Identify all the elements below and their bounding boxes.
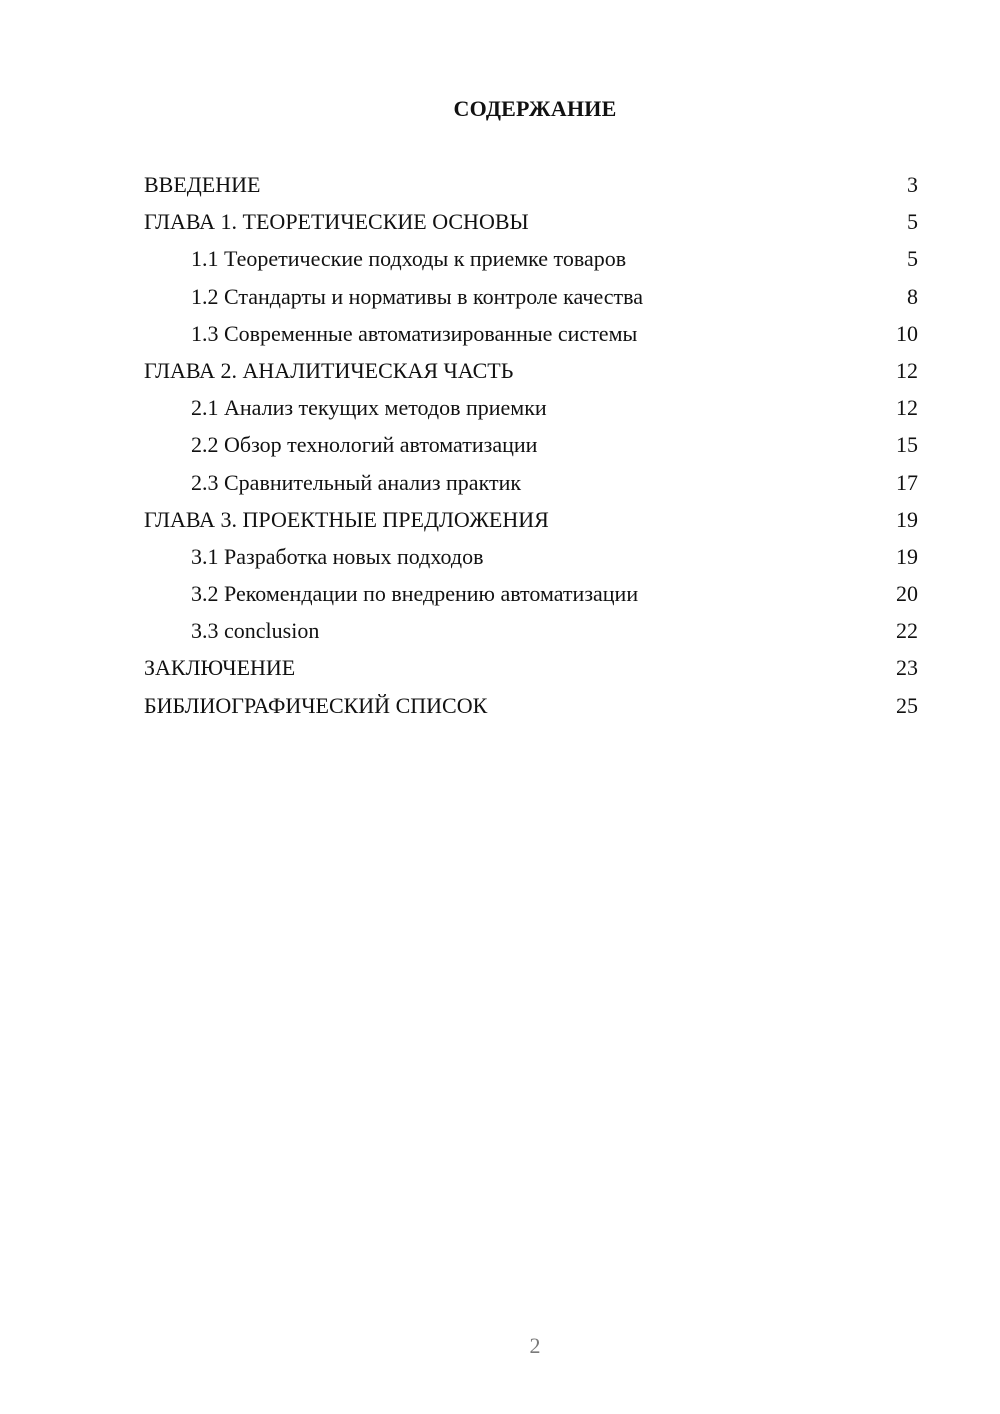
toc-entry-label: 3.2 Рекомендации по внедрению автоматизации: [191, 581, 639, 607]
toc-entry[interactable]: [144, 278, 918, 315]
toc-entry-page: 20: [896, 581, 918, 607]
toc-entry-label: ГЛАВА 2. АНАЛИТИЧЕСКАЯ ЧАСТЬ: [144, 357, 514, 383]
toc-entry-page: 10: [896, 320, 918, 346]
toc-entry[interactable]: [144, 501, 918, 538]
toc-entry-label: ВВЕДЕНИЕ: [144, 172, 261, 197]
toc-entry-page: 12: [896, 395, 918, 421]
toc-entry-label: 2.1 Анализ текущих методов приемки: [191, 395, 547, 421]
toc-entry[interactable]: [144, 649, 918, 686]
toc-entry-label: 1.1 Теоретические подходы к приемке товаров: [191, 246, 627, 272]
toc-entry[interactable]: [144, 575, 918, 612]
page-title: СОДЕРЖАНИЕ: [453, 96, 617, 121]
toc-entry[interactable]: [144, 687, 918, 724]
toc-entry-page: 23: [896, 655, 918, 681]
toc-entry-page: 19: [896, 543, 918, 569]
toc-entry[interactable]: [144, 538, 918, 575]
toc-entry[interactable]: [144, 240, 918, 277]
page-number: 2: [529, 1333, 541, 1358]
toc-entry-page: 12: [896, 357, 918, 383]
toc-entry-page: 3: [907, 172, 918, 197]
toc-entry-page: 19: [896, 506, 918, 532]
toc-entry-label: ГЛАВА 3. ПРОЕКТНЫЕ ПРЕДЛОЖЕНИЯ: [144, 506, 549, 532]
toc-entry-label: ГЛАВА 1. ТЕОРЕТИЧЕСКИЕ ОСНОВЫ: [144, 209, 529, 235]
toc-entry[interactable]: [144, 612, 918, 649]
toc-entry-label: 2.2 Обзор технологий автоматизации: [191, 432, 538, 458]
toc-entry-page: 5: [907, 246, 918, 272]
toc-entry[interactable]: [144, 389, 918, 426]
toc-entry-page: 15: [896, 432, 918, 458]
toc-entry-label: 3.3 conclusion: [191, 618, 320, 644]
toc-entry-label: ЗАКЛЮЧЕНИЕ: [144, 655, 296, 681]
toc-entry[interactable]: [144, 352, 918, 389]
toc-entry-label: 1.3 Современные автоматизированные системы: [191, 320, 638, 346]
table-of-contents: [144, 166, 918, 724]
toc-entry-label: 1.2 Стандарты и нормативы в контроле качества: [191, 283, 644, 309]
toc-entry[interactable]: [144, 166, 918, 203]
toc-entry[interactable]: [144, 464, 918, 501]
toc-entry-page: 5: [907, 209, 918, 235]
toc-entry-label: 2.3 Сравнительный анализ практик: [191, 469, 522, 495]
toc-entry[interactable]: [144, 203, 918, 240]
toc-entry-label: БИБЛИОГРАФИЧЕСКИЙ СПИСОК: [144, 692, 488, 718]
toc-entry-label: 3.1 Разработка новых подходов: [191, 543, 484, 569]
toc-entry-page: 8: [907, 283, 918, 309]
toc-entry[interactable]: [144, 426, 918, 463]
toc-entry-page: 22: [896, 618, 918, 644]
toc-entry-page: 25: [896, 692, 918, 718]
toc-entry-page: 17: [896, 469, 918, 495]
toc-entry[interactable]: [144, 315, 918, 352]
